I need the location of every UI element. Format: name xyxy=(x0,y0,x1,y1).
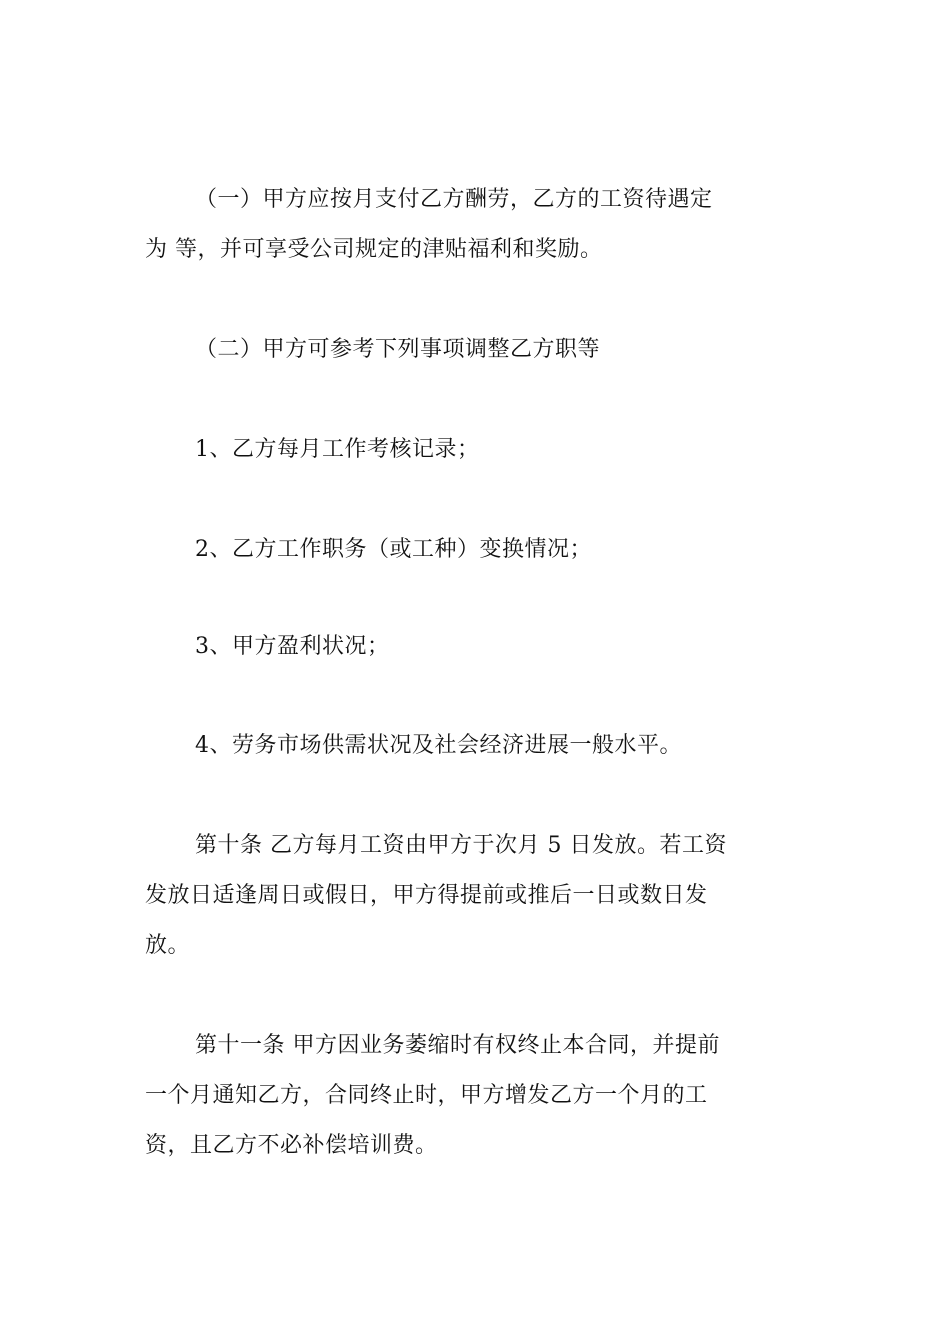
paragraph-3-line-1-text: 1、乙方每月工作考核记录； xyxy=(195,437,480,462)
paragraph-2 xyxy=(145,325,805,375)
paragraph-5-line-1-text: 3、甲方盈利状况； xyxy=(195,634,390,659)
paragraph-7-line-3 xyxy=(145,921,805,971)
paragraph-8 xyxy=(145,1021,805,1171)
paragraph-1-line-2 xyxy=(145,225,805,275)
paragraph-2-line-1 xyxy=(145,325,805,375)
paragraph-8-line-3-text: 资，且乙方不必补偿培训费。 xyxy=(145,1133,438,1158)
paragraph-5-line-1 xyxy=(145,622,805,672)
paragraph-7-line-1-text: 第十条 乙方每月工资由甲方于次月 5 日发放。若工资 xyxy=(195,833,727,858)
paragraph-8-line-1-text: 第十一条 甲方因业务萎缩时有权终止本合同，并提前 xyxy=(195,1033,720,1058)
paragraph-8-line-1 xyxy=(145,1021,805,1071)
paragraph-4-line-1-text: 2、乙方工作职务（或工种）变换情况； xyxy=(195,537,592,562)
paragraph-5 xyxy=(145,622,805,672)
paragraph-6-line-1-text: 4、劳务市场供需状况及社会经济进展一般水平。 xyxy=(195,733,682,758)
paragraph-3-line-1 xyxy=(145,425,805,475)
paragraph-7-line-3-text: 放。 xyxy=(145,933,191,958)
paragraph-7 xyxy=(145,821,805,971)
paragraph-6 xyxy=(145,721,805,771)
paragraph-7-line-2 xyxy=(145,871,805,921)
paragraph-8-line-2-text: 一个月通知乙方，合同终止时，甲方增发乙方一个月的工 xyxy=(145,1083,708,1108)
paragraph-2-line-1-text: （二）甲方可参考下列事项调整乙方职等 xyxy=(195,337,601,362)
paragraph-6-line-1 xyxy=(145,721,805,771)
paragraph-8-line-2 xyxy=(145,1071,805,1121)
paragraph-1 xyxy=(145,175,805,275)
paragraph-3 xyxy=(145,425,805,475)
paragraph-7-line-2-text: 发放日适逢周日或假日，甲方得提前或推后一日或数日发 xyxy=(145,883,708,908)
paragraph-4-line-1 xyxy=(145,525,805,575)
paragraph-1-line-1 xyxy=(145,175,805,225)
paragraph-1-line-1-text: （一）甲方应按月支付乙方酬劳，乙方的工资待遇定 xyxy=(195,187,713,212)
paragraph-4 xyxy=(145,525,805,575)
paragraph-8-line-3 xyxy=(145,1121,805,1171)
paragraph-1-line-2-text: 为 等，并可享受公司规定的津贴福利和奖励。 xyxy=(145,237,603,262)
paragraph-7-line-1 xyxy=(145,821,805,871)
